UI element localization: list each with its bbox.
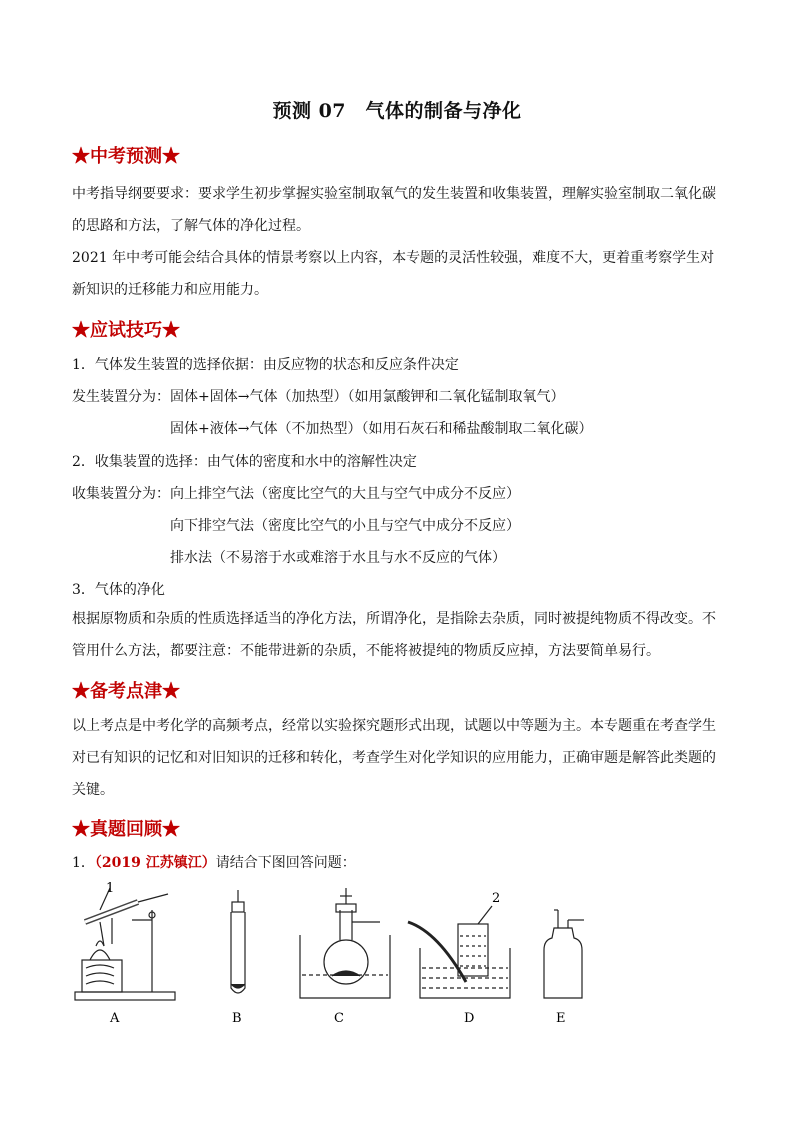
page-title: 预测 07 气体的制备与净化 (272, 100, 522, 122)
apparatus-figure (60, 880, 700, 1030)
apparatus-b-test-tube (231, 890, 245, 993)
skills-line-1: 1．气体发生装置的选择依据：由反应物的状态和反应条件决定 (72, 357, 459, 373)
apparatus-a-heating-setup (75, 888, 175, 1000)
skills-line-6: 向下排空气法（密度比空气的小且与空气中成分不反应） (170, 518, 520, 534)
skills-line-3: 固体+液体→气体（不加热型）（如用石灰石和稀盐酸制取二氧化碳） (170, 421, 593, 437)
callout-label-1: 1 (106, 881, 115, 896)
tips-paragraph: 以上考点是中考化学的高频考点，经常以实验探究题形式出现，试题以中等题为主。本专题重在考查学生对已有知识的记忆和对旧知识的迁移和转化，考查学生对化学知识的应用能力，正确审题是解答此类题的关键。 (72, 718, 716, 798)
apparatus-label-e: E (556, 1011, 566, 1026)
apparatus-e-gas-bottle (544, 910, 584, 998)
question-line (72, 852, 356, 872)
prediction-paragraph-1: 中考指导纲要要求：要求学生初步掌握实验室制取氧气的发生装置和收集装置，理解实验室制取二氧化碳的思路和方法，了解气体的净化过程。 (72, 186, 716, 234)
section-heading-review: ★真题回顾★ (72, 819, 180, 840)
callout-label-2: 2 (492, 891, 501, 906)
skills-line-4: 2．收集装置的选择：由气体的密度和水中的溶解性决定 (72, 454, 417, 470)
skills-line-5: 收集装置分为：向上排空气法（密度比空气的大且与空气中成分不反应） (72, 486, 520, 502)
section-heading-tips: ★备考点津★ (72, 681, 180, 702)
section-heading-skills: ★应试技巧★ (72, 320, 180, 341)
section-heading-prediction: ★中考预测★ (72, 146, 180, 167)
question-number: 1． (72, 855, 95, 871)
question-text: 请结合下图回答问题： (215, 855, 356, 871)
skills-line-8: 3．气体的净化 (72, 582, 165, 598)
apparatus-d-water-trough (408, 906, 510, 998)
apparatus-label-d: D (464, 1011, 475, 1026)
skills-line-2: 发生装置分为：固体+固体→气体（加热型）（如用氯酸钾和二氧化锰制取氧气） (72, 389, 565, 405)
skills-paragraph-purification: 根据原物质和杂质的性质选择适当的净化方法，所谓净化，是指除去杂质，同时被提纯物质不得改变。不管用什么方法，都要注意：不能带进新的杂质，不能将被提纯的物质反应掉，方法要简单易行。 (72, 611, 716, 659)
apparatus-label-b: B (232, 1011, 242, 1026)
skills-line-7: 排水法（不易溶于水或难溶于水且与水不反应的气体） (170, 550, 506, 566)
apparatus-label-a: A (110, 1011, 120, 1026)
question-source: （2019 江苏镇江） (94, 855, 216, 871)
apparatus-label-c: C (334, 1011, 344, 1026)
apparatus-c-flask-beaker (300, 888, 390, 998)
prediction-paragraph-2: 2021 年中考可能会结合具体的情景考察以上内容，本专题的灵活性较强，难度不大，更着重考察学生对新知识的迁移能力和应用能力。 (72, 250, 715, 298)
